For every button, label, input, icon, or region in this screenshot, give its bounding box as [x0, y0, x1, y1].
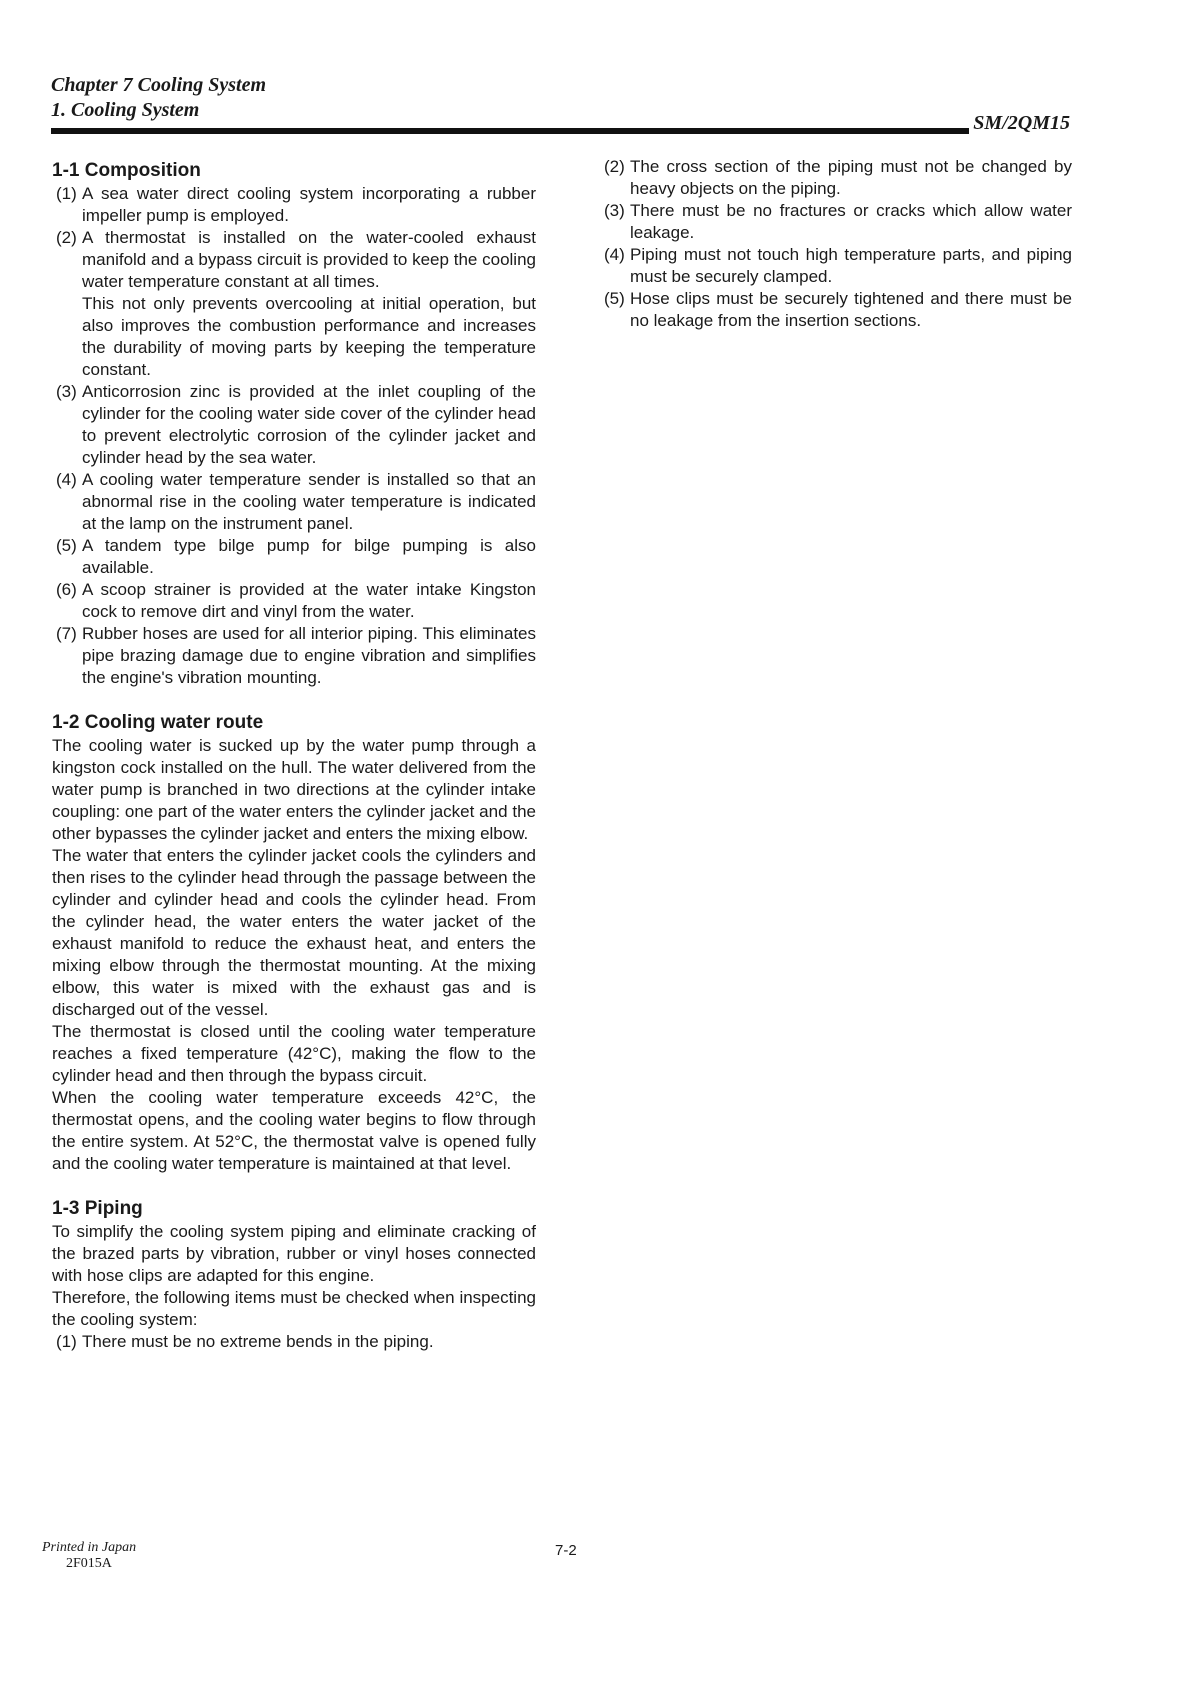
list-item [600, 200, 1072, 244]
list-item [52, 227, 536, 293]
item-text: A tandem type bilge pump for bilge pumping is also available. [82, 536, 536, 577]
item-number: (4) [604, 245, 625, 264]
route-section [52, 711, 536, 1175]
right-column [600, 156, 1072, 332]
document-code: 2F015A [66, 1556, 112, 1571]
list-item [52, 579, 536, 623]
list-item [52, 535, 536, 579]
route-paragraph: When the cooling water temperature exceeds 42°C, the thermostat opens, and the cooling water begins to flow through the entire system. At 52°C, the thermostat valve is opened fully and the cooling water temperature is maintained at that level. [52, 1088, 536, 1173]
item-number: (3) [604, 201, 625, 220]
item-number: (3) [56, 382, 77, 401]
list-item [600, 244, 1072, 288]
item-number: (4) [56, 470, 77, 489]
item-text: Hose clips must be securely tightened and there must be no leakage from the insertion sections. [630, 289, 1072, 330]
item-text: A thermostat is installed on the water-cooled exhaust manifold and a bypass circuit is provided to keep the cooling water temperature constant at all times. [82, 228, 536, 291]
piping-heading: 1-3 Piping [52, 1198, 143, 1219]
page-number: 7-2 [555, 1542, 577, 1559]
item-number: (5) [56, 536, 77, 555]
item-text: There must be no fractures or cracks which allow water leakage. [630, 201, 1072, 242]
piping-paragraph: Therefore, the following items must be checked when inspecting the cooling system: [52, 1288, 536, 1329]
model-code: SM/2QM15 [973, 112, 1070, 134]
item-text: A sea water direct cooling system incorporating a rubber impeller pump is employed. [82, 184, 536, 225]
item-text: A cooling water temperature sender is installed so that an abnormal rise in the cooling water temperature is indicated at the lamp on the instrument panel. [82, 470, 536, 533]
route-paragraph: The cooling water is sucked up by the water pump through a kingston cock installed on the hull. The water delivered from the water pump is branched in two directions at the cylinder intake coupling: one part of the water enters the cylinder jacket and the other bypasses the cylinder jacket and enters the mixing elbow. [52, 736, 536, 843]
route-paragraph: The thermostat is closed until the cooling water temperature reaches a fixed temperature (42°C), making the flow to the cylinder head and then through the bypass circuit. [52, 1022, 536, 1085]
left-column [52, 159, 536, 1375]
item-number: (5) [604, 289, 625, 308]
item-text: There must be no extreme bends in the piping. [82, 1332, 434, 1351]
item-text: A scoop strainer is provided at the water intake Kingston cock to remove dirt and vinyl from the water. [82, 580, 536, 621]
chapter-title: Chapter 7 Cooling System [51, 74, 267, 96]
printed-in-label: Printed in Japan [42, 1540, 137, 1555]
composition-section [52, 159, 536, 689]
route-paragraph: The water that enters the cylinder jacket cools the cylinders and then rises to the cylinder head through the passage between the cylinder and cylinder head and cools the cylinder head. From the cylinder head, the water enters the water jacket of the exhaust manifold to reduce the exhaust heat, and enters the mixing elbow through the thermostat mounting. At the mixing elbow, this water is mixed with the exhaust gas and is discharged out of the vessel. [52, 846, 536, 1019]
item-text: Rubber hoses are used for all interior piping. This eliminates pipe brazing damage due to engine vibration and simplifies the engine's vibration mounting. [82, 624, 536, 687]
list-item [52, 623, 536, 689]
item-number: (6) [56, 580, 77, 599]
list-item [52, 1331, 536, 1353]
item-text: Piping must not touch high temperature parts, and piping must be securely clamped. [630, 245, 1072, 286]
list-item [600, 288, 1072, 332]
piping-paragraph: To simplify the cooling system piping and eliminate cracking of the brazed parts by vibration, rubber or vinyl hoses connected with hose clips are adapted for this engine. [52, 1222, 536, 1285]
item-number: (1) [56, 184, 77, 203]
item-number: (2) [56, 228, 77, 247]
list-item [52, 381, 536, 469]
list-item [52, 183, 536, 227]
list-item [52, 469, 536, 535]
item-text: Anticorrosion zinc is provided at the inlet coupling of the cylinder for the cooling water side cover of the cylinder head to prevent electrolytic corrosion of the cylinder jacket and cylinder head by the sea water. [82, 382, 536, 467]
composition-heading: 1-1 Composition [52, 160, 201, 181]
piping-section [52, 1197, 536, 1353]
item-number: (2) [604, 157, 625, 176]
item-number: (1) [56, 1332, 77, 1351]
list-item [600, 156, 1072, 200]
route-heading: 1-2 Cooling water route [52, 712, 264, 733]
item-continuation: This not only prevents overcooling at initial operation, but also improves the combustion performance and increases the durability of moving parts by keeping the temperature constant. [82, 294, 536, 379]
section-title: 1. Cooling System [51, 99, 200, 121]
header-rule [51, 128, 969, 134]
item-number: (7) [56, 624, 77, 643]
item-text: The cross section of the piping must not be changed by heavy objects on the piping. [630, 157, 1072, 198]
